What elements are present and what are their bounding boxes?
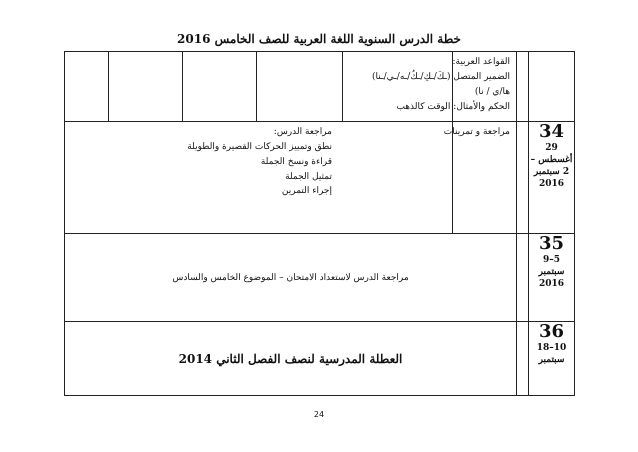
content-line: ها/ي / نا) [474,86,510,97]
week-number: 35 [538,233,565,254]
content-line: نطق وتمييز الحركات القصيرة والطويلة [187,141,332,152]
spacer-cell [517,322,529,396]
content-line: إجراء التمرين [281,186,332,197]
content-line: قراءة ونسخ الجملة [260,156,332,167]
page-number: 24 [313,410,325,419]
week-cell [529,122,575,234]
content-line: القواعد العربية: [452,57,510,67]
week-date: سبتمبر [538,266,565,277]
content-cell [65,122,453,234]
empty-cell [65,52,109,122]
spacer-cell [517,234,529,322]
content-line: الضمير المتصل (ـكَ/ـكِ/ـكُ/ـه/ـي/ـنا) [372,71,510,82]
week-date: 5–9 [542,254,561,265]
week-cell [529,52,575,122]
week-cell [529,234,575,322]
empty-cell [109,52,183,122]
table-row [65,234,575,322]
content-line: الحكم والأمثال: الوقت كالذهب [396,101,510,112]
lesson-plan-table [64,51,575,396]
week-number: 34 [538,121,565,142]
week-date: 2016 [538,179,565,190]
merged-text: مراجعة الدرس لاستعداد الامتحان – الموضوع الخامس والسادس [172,272,409,283]
spacer-cell [517,52,529,122]
page-title: خطة الدرس السنوية اللغة العربية للصف الخامس 2016 [177,32,461,46]
week-date: 10–18 [536,342,567,353]
merged-content-cell [65,322,517,396]
week-date: 2016 [538,279,565,290]
content-line: تمثيل الجملة [285,171,332,182]
week-date: سبتمبر [538,354,565,365]
week-date: 29 [545,142,558,153]
merged-text: العطلة المدرسية لنصف الفصل الثاني 2014 [178,351,403,366]
spacer-cell [517,122,529,234]
empty-cell [257,52,343,122]
week-date: أغسطس – [530,154,573,165]
activity-cell [443,122,517,234]
week-date: 2 سبتمبر [533,167,570,178]
merged-content-cell [65,234,517,322]
table-row [65,122,575,234]
table-row [65,52,575,122]
content-cell [372,52,517,122]
activity-text: مراجعة و تمرينات [443,127,510,137]
empty-cell [183,52,257,122]
content-line: مراجعة الدرس: [273,127,332,137]
week-cell [529,322,575,396]
week-number: 36 [538,321,565,342]
table-row [65,322,575,396]
